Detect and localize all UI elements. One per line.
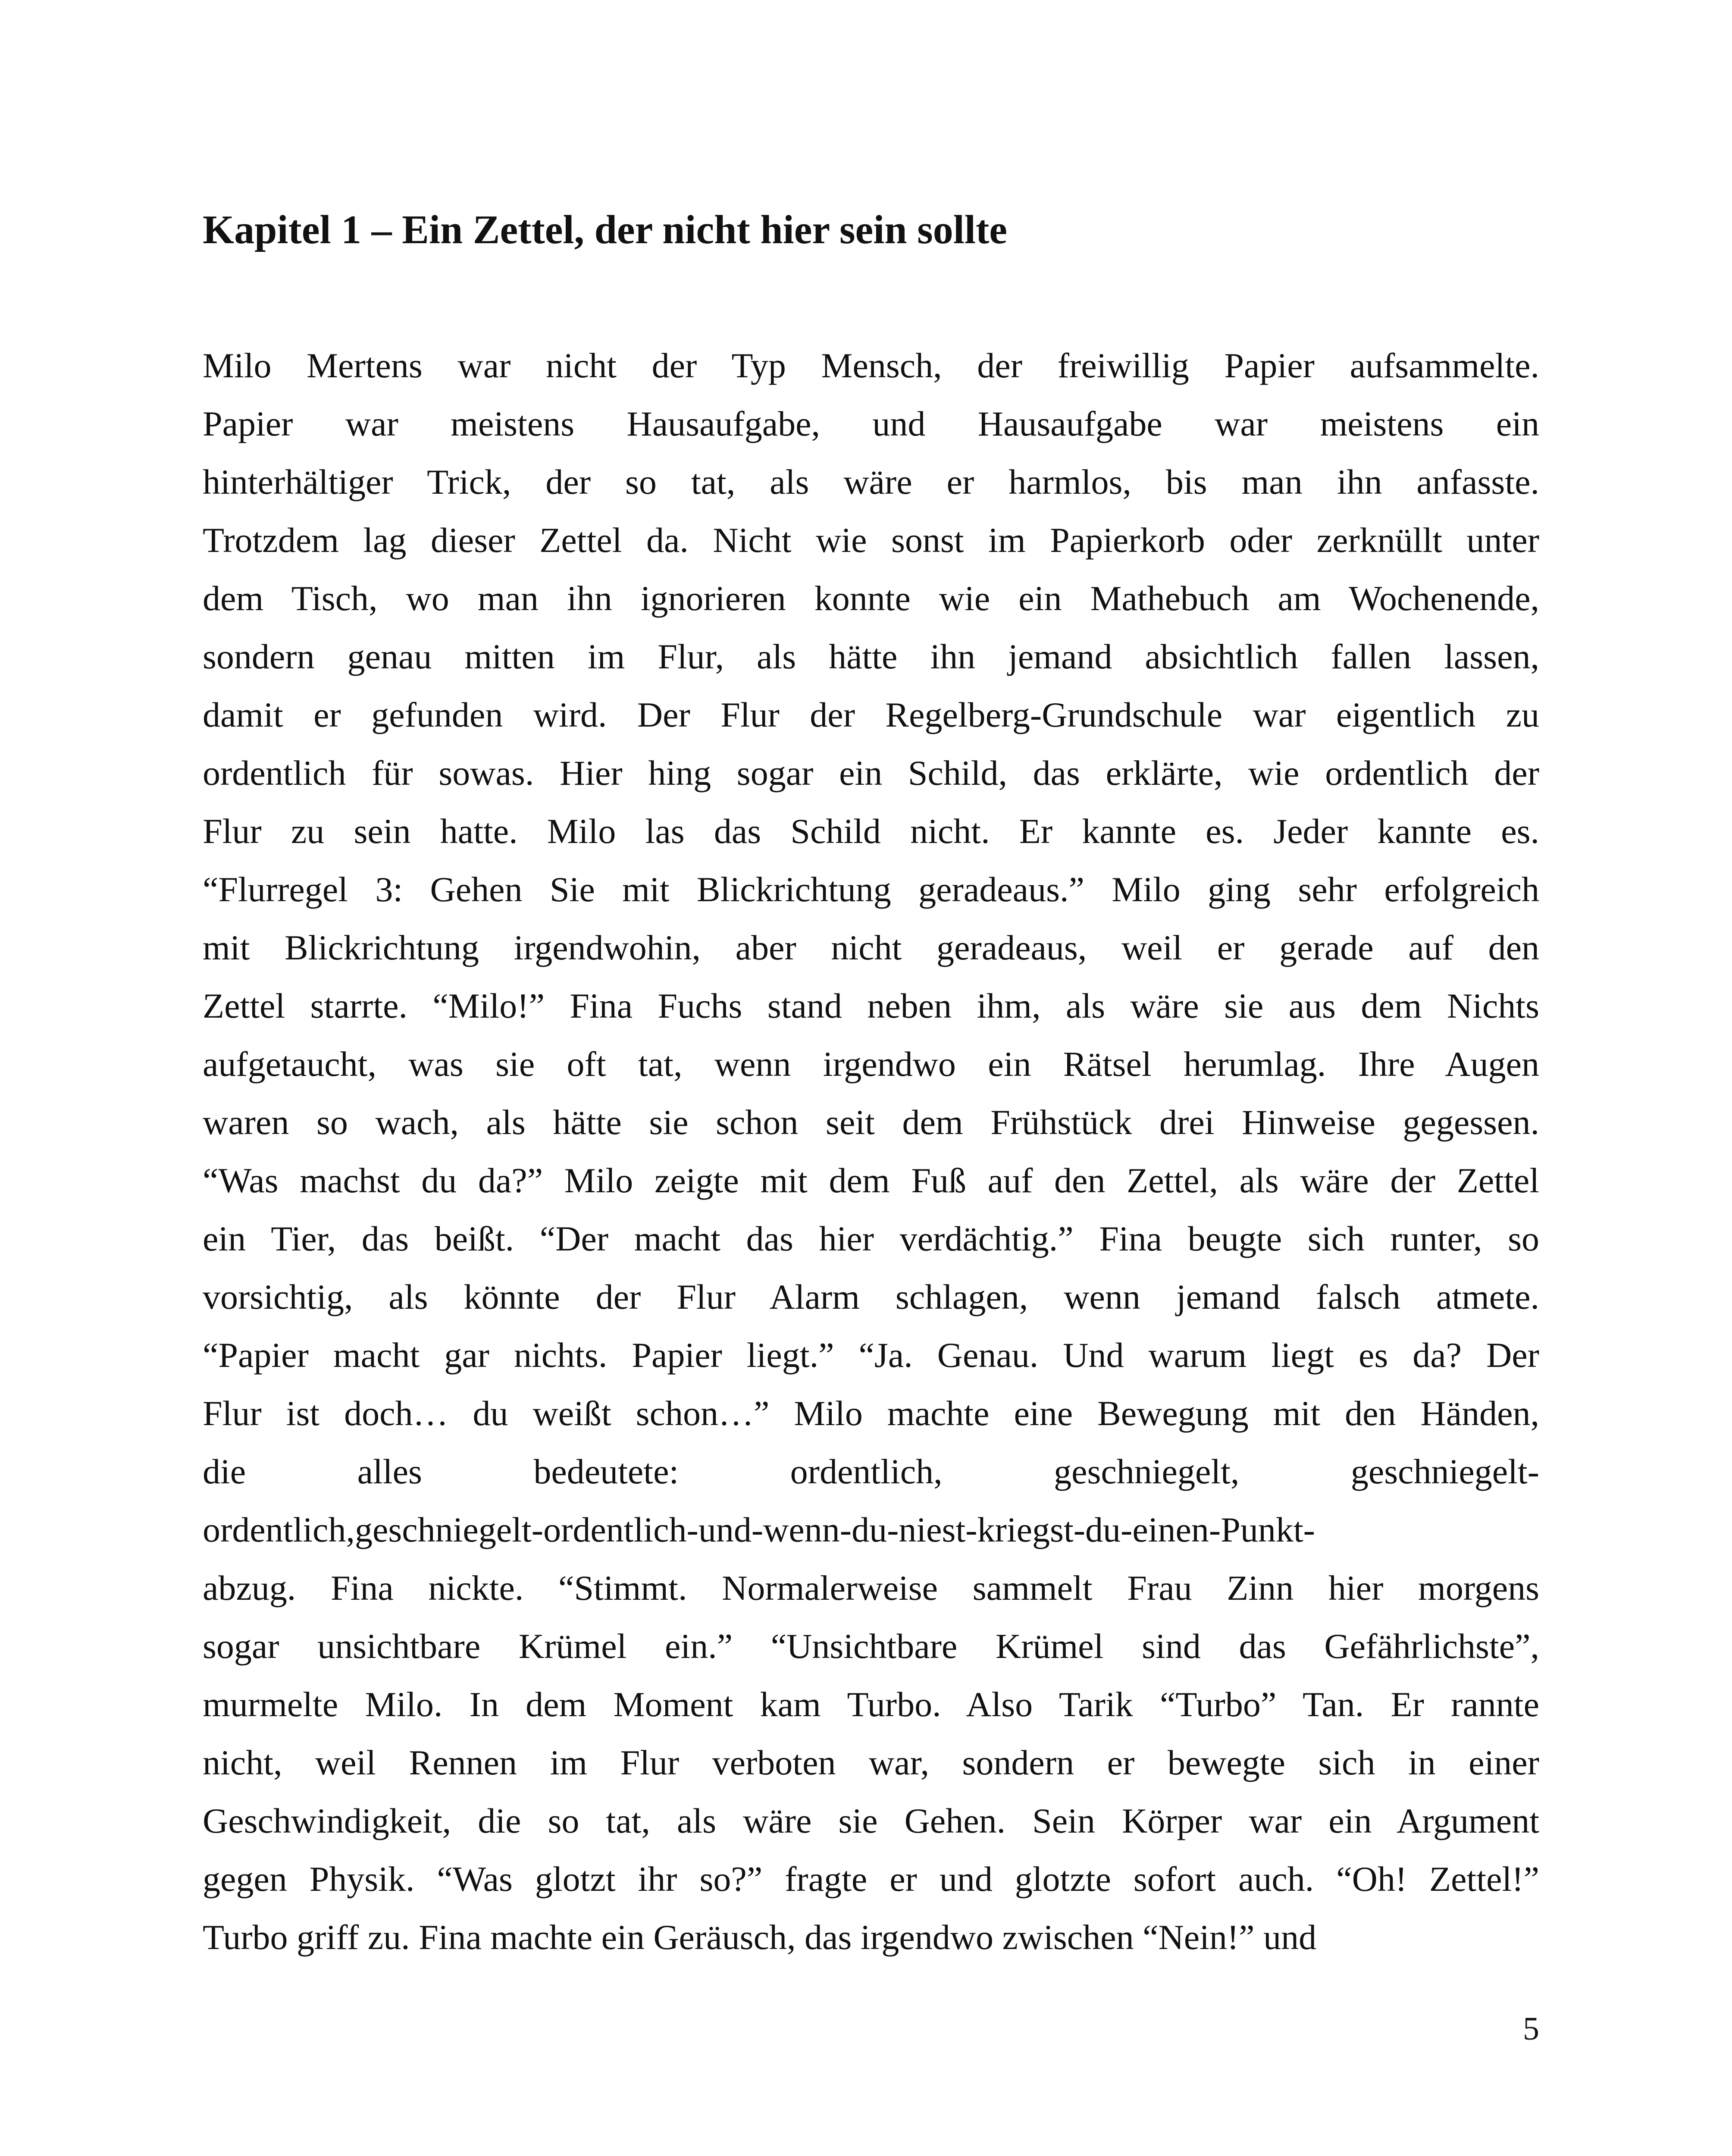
text-line-26: Geschwindigkeit, die so tat, als wäre sie Gehen. Sein Körper war ein Argument: [203, 1801, 1539, 1840]
text-line-18: “Papier macht gar nichts. Papier liegt.” “Ja. Genau. Und warum liegt es da? Der: [203, 1335, 1539, 1375]
text-line-16: ein Tier, das beißt. “Der macht das hier verdächtig.” Fina beugte sich runter, so: [203, 1219, 1539, 1258]
text-line-2: Papier war meistens Hausaufgabe, und Hausaufgabe war meistens ein: [203, 404, 1539, 443]
text-line-25: nicht, weil Rennen im Flur verboten war, sondern er bewegte sich in einer: [203, 1743, 1539, 1782]
text-line-19: Flur ist doch… du weißt schon…” Milo machte eine Bewegung mit den Händen,: [203, 1394, 1539, 1433]
text-line-27: gegen Physik. “Was glotzt ihr so?” fragte er und glotzte sofort auch. “Oh! Zettel!”: [203, 1859, 1539, 1899]
text-line-15: “Was machst du da?” Milo zeigte mit dem Fuß auf den Zettel, als wäre der Zettel: [203, 1161, 1539, 1200]
page-number: 5: [1523, 2011, 1539, 2047]
text-line-7: damit er gefunden wird. Der Flur der Regelberg-Grundschule war eigentlich zu: [203, 695, 1539, 734]
text-line-20: die alles bedeutete: ordentlich, geschniegelt, geschniegelt-: [203, 1452, 1539, 1491]
text-line-24: murmelte Milo. In dem Moment kam Turbo. Also Tarik “Turbo” Tan. Er rannte: [203, 1685, 1539, 1724]
text-line-8: ordentlich für sowas. Hier hing sogar ein Schild, das erklärte, wie ordentlich der: [203, 753, 1539, 793]
text-line-6: sondern genau mitten im Flur, als hätte ihn jemand absichtlich fallen lassen,: [203, 637, 1539, 676]
text-line-28: Turbo griff zu. Fina machte ein Geräusch, das irgendwo zwischen “Nein!” und: [203, 1918, 1317, 1957]
text-line-22: abzug. Fina nickte. “Stimmt. Normalerweise sammelt Frau Zinn hier morgens: [203, 1568, 1539, 1608]
text-line-23: sogar unsichtbare Krümel ein.” “Unsichtbare Krümel sind das Gefährlichste”,: [203, 1626, 1539, 1666]
text-line-5: dem Tisch, wo man ihn ignorieren konnte wie ein Mathebuch am Wochenende,: [203, 579, 1539, 618]
text-line-17: vorsichtig, als könnte der Flur Alarm schlagen, wenn jemand falsch atmete.: [203, 1277, 1539, 1316]
text-line-13: aufgetaucht, was sie oft tat, wenn irgendwo ein Rätsel herumlag. Ihre Augen: [203, 1044, 1539, 1084]
text-line-1: Milo Mertens war nicht der Typ Mensch, der freiwillig Papier aufsammelte.: [203, 346, 1539, 385]
text-line-4: Trotzdem lag dieser Zettel da. Nicht wie sonst im Papierkorb oder zerknüllt unter: [203, 520, 1539, 560]
text-line-12: Zettel starrte. “Milo!” Fina Fuchs stand neben ihm, als wäre sie aus dem Nichts: [203, 986, 1539, 1025]
text-line-3: hinterhältiger Trick, der so tat, als wäre er harmlos, bis man ihn anfasste.: [203, 462, 1539, 501]
text-line-9: Flur zu sein hatte. Milo las das Schild nicht. Er kannte es. Jeder kannte es.: [203, 812, 1539, 851]
body-text: [203, 336, 1539, 1966]
chapter-title: Kapitel 1 – Ein Zettel, der nicht hier sein sollte: [203, 207, 1008, 252]
text-line-21: ordentlich,geschniegelt-ordentlich-und-wenn-du-niest-kriegst-du-einen-Punkt-: [203, 1510, 1315, 1549]
text-line-10: “Flurregel 3: Gehen Sie mit Blickrichtung geradeaus.” Milo ging sehr erfolgreich: [203, 870, 1539, 909]
text-line-11: mit Blickrichtung irgendwohin, aber nicht geradeaus, weil er gerade auf den: [203, 928, 1539, 967]
text-line-14: waren so wach, als hätte sie schon seit dem Frühstück drei Hinweise gegessen.: [203, 1103, 1539, 1142]
